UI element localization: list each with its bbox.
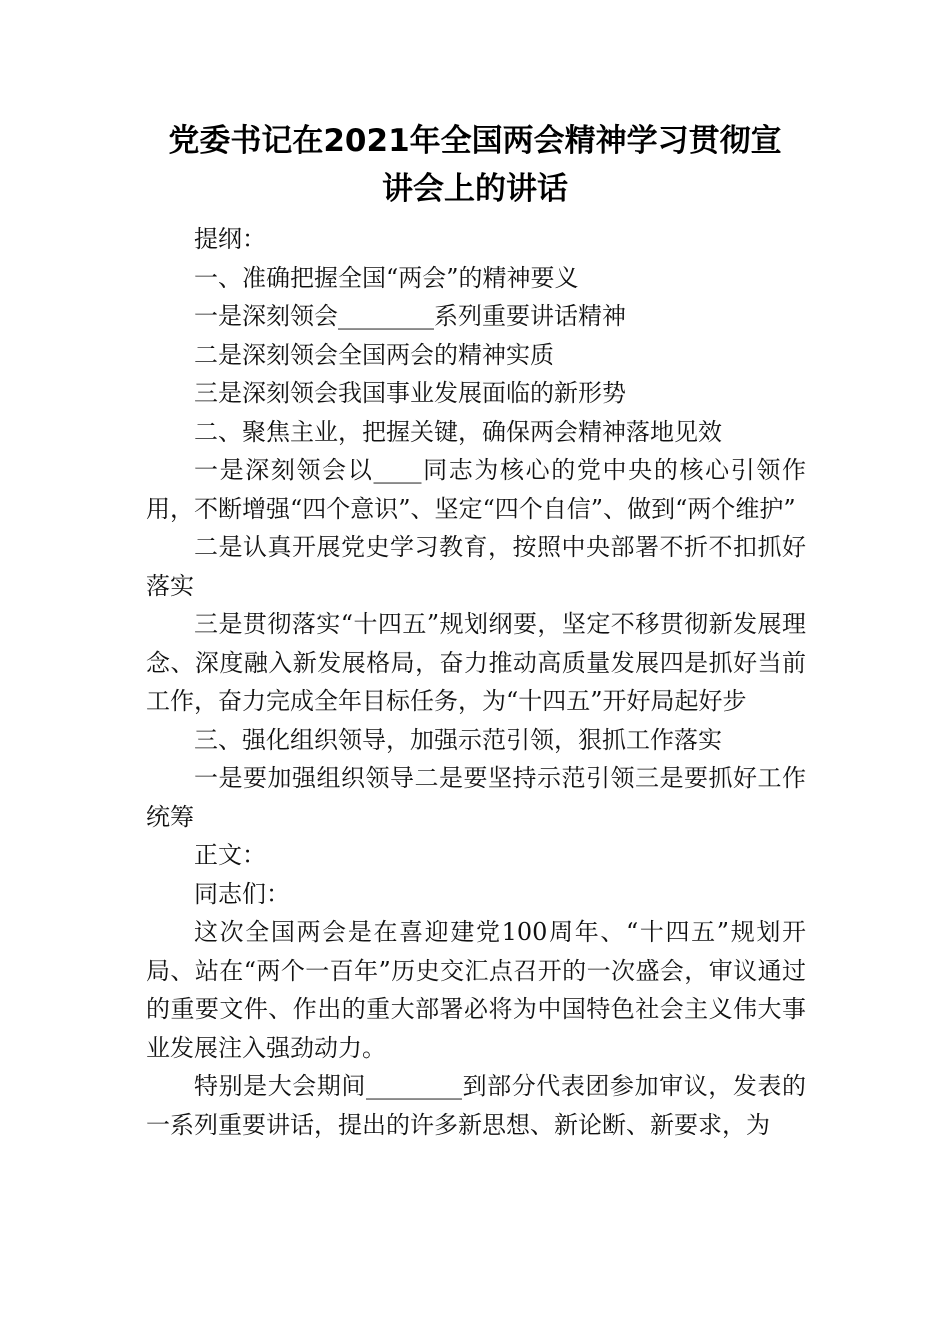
paragraph: 一是深刻领会________系列重要讲话精神: [194, 302, 626, 330]
paragraph: 三是深刻领会我国事业发展面临的新形势: [194, 379, 626, 407]
paragraph: 提纲：: [194, 225, 266, 253]
paragraph: 二是深刻领会全国两会的精神实质: [194, 340, 554, 369]
paragraph: 三、强化组织领导，加强示范引领，狠抓工作落实: [194, 725, 722, 754]
paragraph: 这次全国两会是在喜迎建党100周年、“十四五”规划开局、站在“两个一百年”历史交汇点召开的一次盛会，审议通过的重要文件、作出的重大部署必将为中国特色社会主义伟大事业发展注入强劲动力。: [146, 918, 806, 1062]
paragraph: 二是认真开展党史学习教育，按照中央部署不折不扣抓好落实: [146, 533, 806, 600]
paragraph: 正文：: [194, 841, 266, 869]
paragraph: 二、聚焦主业，把握关键，确保两会精神落地见效: [194, 417, 722, 446]
paragraph: 一是深刻领会以____同志为核心的党中央的核心引领作用，不断增强“四个意识”、坚定“四个自信”、做到“两个维护”: [146, 456, 806, 523]
document-body: [146, 220, 806, 1144]
paragraph: 同志们：: [194, 879, 290, 908]
document-title-line-2: 讲会上的讲话: [382, 171, 568, 207]
paragraph: 一、准确把握全国“两会”的精神要义: [194, 263, 579, 292]
paragraph: 三是贯彻落实“十四五”规划纲要，坚定不移贯彻新发展理念、深度融入新发展格局，奋力推动高质量发展四是抓好当前工作，奋力完成全年目标任务，为“十四五”开好局起好步: [146, 610, 806, 715]
paragraph: 一是要加强组织领导二是要坚持示范引领三是要抓好工作统筹: [146, 764, 806, 831]
document-title-line-1: 党委书记在2021年全国两会精神学习贯彻宣: [168, 123, 782, 159]
paragraph: 特别是大会期间________到部分代表团参加审议，发表的一系列重要讲话，提出的许多新思想、新论断、新要求，为: [146, 1072, 806, 1139]
